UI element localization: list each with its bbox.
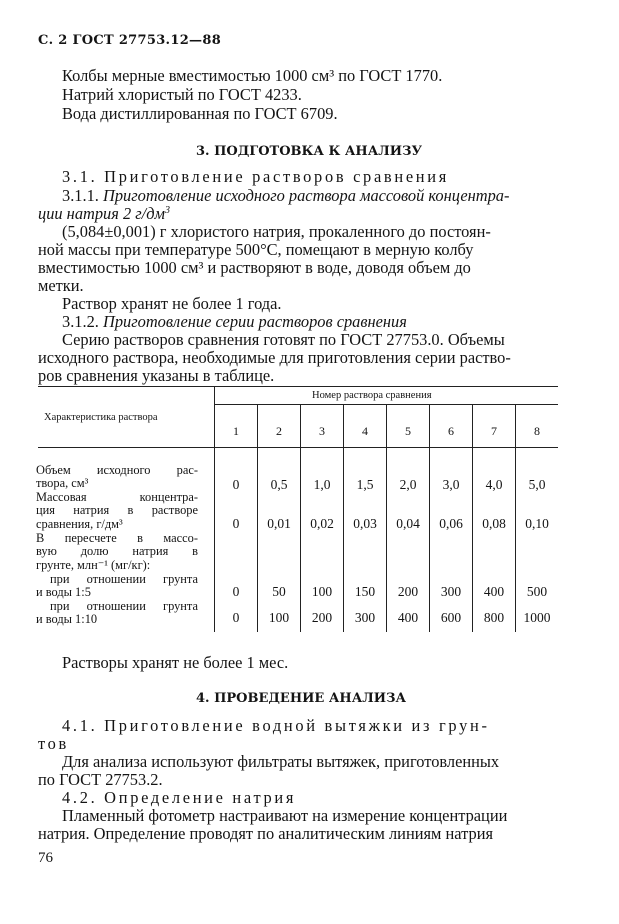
section-4-title: 4. ПРОВЕДЕНИЕ АНАЛИЗА (196, 691, 407, 706)
column-number: 2 (276, 424, 282, 438)
table-cell: 2,0 (399, 477, 417, 492)
table-divider (343, 404, 344, 632)
paragraph-line: вместимостью 1000 см³ и растворяют в воде, доводя объем до (38, 258, 471, 277)
column-number: 5 (405, 424, 411, 438)
table-cell: 0,03 (353, 516, 377, 531)
table-cell: 0,10 (525, 516, 549, 531)
table-cell: 0,08 (482, 516, 506, 531)
row-label-line: сравнения, г/дм³ (36, 516, 123, 531)
table-cell: 1,0 (313, 477, 331, 492)
paragraph-line: метки. (38, 276, 84, 295)
section-3-title: 3. ПОДГОТОВКА К АНАЛИЗУ (196, 144, 422, 159)
table-cell: 50 (272, 584, 286, 599)
page-header: С. 2 ГОСТ 27753.12—88 (38, 33, 222, 48)
table-cell: 4,0 (485, 477, 503, 492)
paragraph-line: Растворы хранят не более 1 мес. (62, 653, 289, 672)
row-label (36, 464, 198, 491)
table-cell: 0,5 (270, 477, 288, 492)
table-cell: 0 (232, 584, 240, 599)
row-label-line: грунте, млн⁻¹ (мг/кг): (36, 557, 151, 572)
table-cell: 300 (440, 584, 462, 599)
reagent-line: Натрий хлористый по ГОСТ 4233. (62, 85, 302, 104)
table-header-rule (38, 447, 558, 448)
row-label-line: ция натрия в растворе (36, 503, 198, 518)
row-label-line: Объем исходного рас- (36, 463, 198, 477)
column-number: 7 (491, 424, 497, 438)
table-cell: 100 (311, 584, 333, 599)
row-label-line: Массовая концентра- (36, 490, 198, 504)
subsection-4-2-title: 4.2. Определение натрия (62, 788, 297, 807)
table-divider (300, 404, 301, 632)
table-cell: 100 (268, 610, 290, 625)
subsection-text: Приготовление серии растворов сравнения (103, 312, 407, 331)
paragraph-line: ров сравнения указаны в таблице. (38, 366, 275, 385)
table-header-group: Номер раствора сравнения (312, 390, 432, 401)
table-cell: 5,0 (528, 477, 546, 492)
table-cell: 150 (354, 584, 376, 599)
table-divider (472, 404, 473, 632)
row-label-line: при отношении грунта (50, 599, 198, 613)
paragraph-line: ной массы при температуре 500°С, помещают в мерную колбу (38, 240, 474, 259)
row-label-line: при отношении грунта (50, 572, 198, 586)
row-label-line: и воды 1:5 (36, 585, 91, 600)
table-cell: 400 (483, 584, 505, 599)
row-label (36, 600, 198, 627)
superscript: 3 (164, 205, 170, 216)
table-cell: 0 (232, 610, 240, 625)
table-cell: 400 (397, 610, 419, 625)
subsection-3-1-1-title (62, 187, 509, 205)
table-cell: 1,5 (356, 477, 374, 492)
table-cell: 200 (397, 584, 419, 599)
page-number: 76 (38, 850, 53, 866)
column-number: 4 (362, 424, 368, 438)
paragraph-line: Раствор хранят не более 1 года. (62, 294, 282, 313)
subsection-3-1-1-cont (38, 205, 170, 223)
row-label (36, 491, 198, 531)
paragraph-line: Для анализа используют фильтраты вытяжек, приготовленных (62, 752, 500, 771)
table-top-rule (38, 386, 558, 387)
table-cell: 0 (232, 477, 240, 492)
table-header-left: Характеристика раствора (44, 412, 158, 423)
column-number: 8 (534, 424, 540, 438)
subsection-3-1-2-title (62, 313, 407, 331)
table-cell: 3,0 (442, 477, 460, 492)
subsection-3-1-title: 3.1. Приготовление растворов сравнения (62, 167, 449, 186)
table-divider (429, 404, 430, 632)
table-cell: 0,02 (310, 516, 334, 531)
paragraph-line: натрия. Определение проводят по аналитическим линиям натрия (38, 824, 493, 843)
table-cell: 0,04 (396, 516, 420, 531)
column-number: 3 (319, 424, 325, 438)
row-label (36, 532, 198, 572)
row-label-line: В пересчете в массо- (36, 531, 198, 545)
table-cell: 0,01 (267, 516, 291, 531)
column-number: 6 (448, 424, 454, 438)
reagent-line: Вода дистиллированная по ГОСТ 6709. (62, 104, 338, 123)
table-divider (386, 404, 387, 632)
table-cell: 300 (354, 610, 376, 625)
table-divider (257, 404, 258, 632)
paragraph-line: Серию растворов сравнения готовят по ГОСТ 27753.0. Объемы (62, 330, 505, 349)
reagent-line: Колбы мерные вместимостью 1000 см³ по ГОСТ 1770. (62, 66, 443, 85)
row-label-line: твора, см³ (36, 476, 89, 491)
table-cell: 1000 (523, 610, 551, 625)
table-cell: 0,06 (439, 516, 463, 531)
paragraph-line: (5,084±0,001) г хлористого натрия, прокаленного до постоян- (62, 222, 491, 241)
table-cell: 600 (440, 610, 462, 625)
paragraph-line: исходного раствора, необходимые для приготовления серии раство- (38, 348, 511, 367)
subsection-text: ции натрия 2 г/дм (38, 204, 165, 223)
subsection-4-1-title-cont: тов (38, 734, 69, 753)
row-label (36, 573, 198, 600)
table-divider (515, 404, 516, 632)
paragraph-line: Пламенный фотометр настраивают на измерение концентрации (62, 806, 508, 825)
paragraph-line: по ГОСТ 27753.2. (38, 770, 163, 789)
table-cell: 800 (483, 610, 505, 625)
subsection-text: Приготовление исходного раствора массовой концентра- (103, 186, 510, 205)
table-cell: 500 (526, 584, 548, 599)
table-divider (214, 386, 215, 632)
table-cell: 0 (232, 516, 240, 531)
column-number: 1 (233, 424, 239, 438)
table-cell: 200 (311, 610, 333, 625)
subsection-number: 3.1.1. (62, 186, 99, 205)
row-label-line: вую долю натрия в (36, 544, 198, 559)
subsection-4-1-title: 4.1. Приготовление водной вытяжки из грун- (62, 716, 490, 735)
subsection-number: 3.1.2. (62, 312, 99, 331)
row-label-line: и воды 1:10 (36, 612, 98, 627)
